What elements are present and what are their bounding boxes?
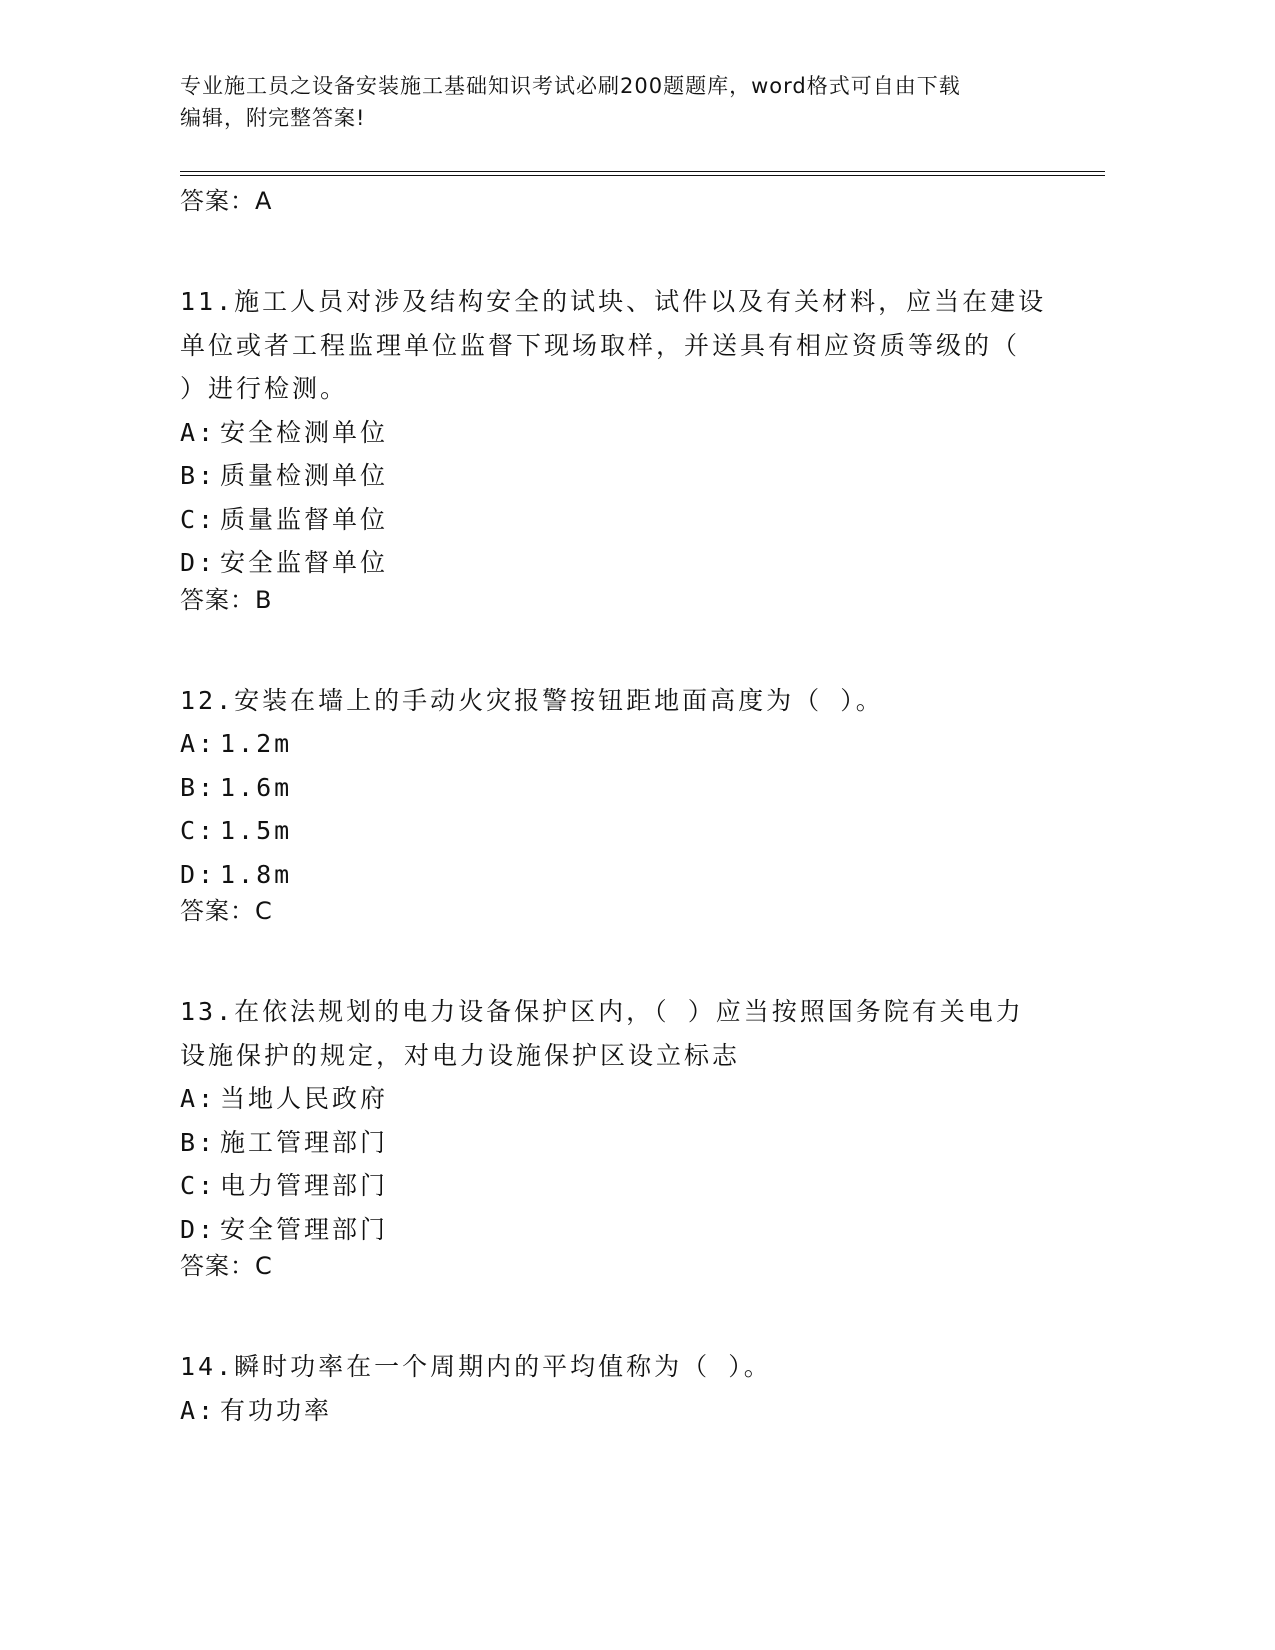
question-block [180,679,1060,927]
option-text: 当地人民政府 [220,1084,389,1113]
option-d [180,1208,1060,1252]
header-divider-bottom [180,175,1105,176]
question-block [180,990,1060,1281]
option-text: 电力管理部门 [220,1171,389,1200]
option-key: A: [180,1084,217,1113]
option-text: 安全监督单位 [220,548,389,577]
option-key: D: [180,859,217,889]
option-text: 1.8m [220,859,293,889]
option-text: 1.6m [220,772,293,802]
option-text: 安全检测单位 [220,417,389,447]
option-key: B: [180,461,217,490]
option-b [180,454,1060,498]
option-text: 1.5m [220,816,293,845]
question-block [180,280,1060,615]
option-a [180,1077,1060,1121]
question-line: 13.在依法规划的电力设备保护区内，（ ）应当按照国务院有关电力 [180,997,1024,1026]
question-line: ）进行检测。 [180,374,349,403]
option-c [180,1164,1060,1208]
option-text: 施工管理部门 [220,1127,389,1157]
header-divider-top [180,171,1105,172]
question-line: 12.安装在墙上的手动火灾报警按钮距地面高度为（ ）。 [180,685,884,715]
option-d [180,853,1060,897]
option-text: 质量监督单位 [220,504,389,534]
header-line-1: 专业施工员之设备安装施工基础知识考试必刷200题题库，word格式可自由下载 [180,74,961,98]
option-a [180,1389,1060,1433]
option-key: B: [180,1127,217,1157]
option-key: C: [180,504,217,534]
question-line: 单位或者工程监理单位监督下现场取样，并送具有相应资质等级的（ [180,330,1021,360]
option-text: 质量检测单位 [220,461,389,490]
option-a [180,411,1060,455]
question-line: 设施保护的规定，对电力设施保护区设立标志 [180,1040,741,1070]
option-text: 1.2m [220,729,293,758]
option-a [180,722,1060,766]
option-text: 安全管理部门 [220,1214,389,1244]
question-list [180,186,1060,1432]
answer-label: 答案：B [180,585,273,614]
question-text [180,1345,1060,1389]
answer-label: 答案：C [180,1252,273,1280]
previous-answer: 答案：A [180,187,273,215]
option-key: A: [180,729,217,758]
question-block [180,1345,1060,1432]
option-c [180,498,1060,542]
option-text: 有功功率 [220,1395,333,1425]
question-text [180,990,1060,1077]
option-key: D: [180,1214,217,1244]
option-key: B: [180,772,217,802]
option-b [180,766,1060,810]
question-line: 14.瞬时功率在一个周期内的平均值称为（ ）。 [180,1352,772,1381]
option-key: D: [180,548,217,577]
document-header [180,70,1060,134]
option-key: A: [180,1395,217,1425]
option-key: C: [180,816,217,845]
option-key: C: [180,1171,217,1200]
question-text [180,679,1060,723]
question-line: 11.施工人员对涉及结构安全的试块、试件以及有关材料，应当在建设 [180,287,1047,316]
header-line-2: 编辑，附完整答案! [180,106,366,130]
option-b [180,1121,1060,1165]
option-c [180,809,1060,853]
answer-label: 答案：C [180,897,273,925]
option-key: A: [180,417,217,447]
option-d [180,541,1060,585]
question-text [180,280,1060,411]
